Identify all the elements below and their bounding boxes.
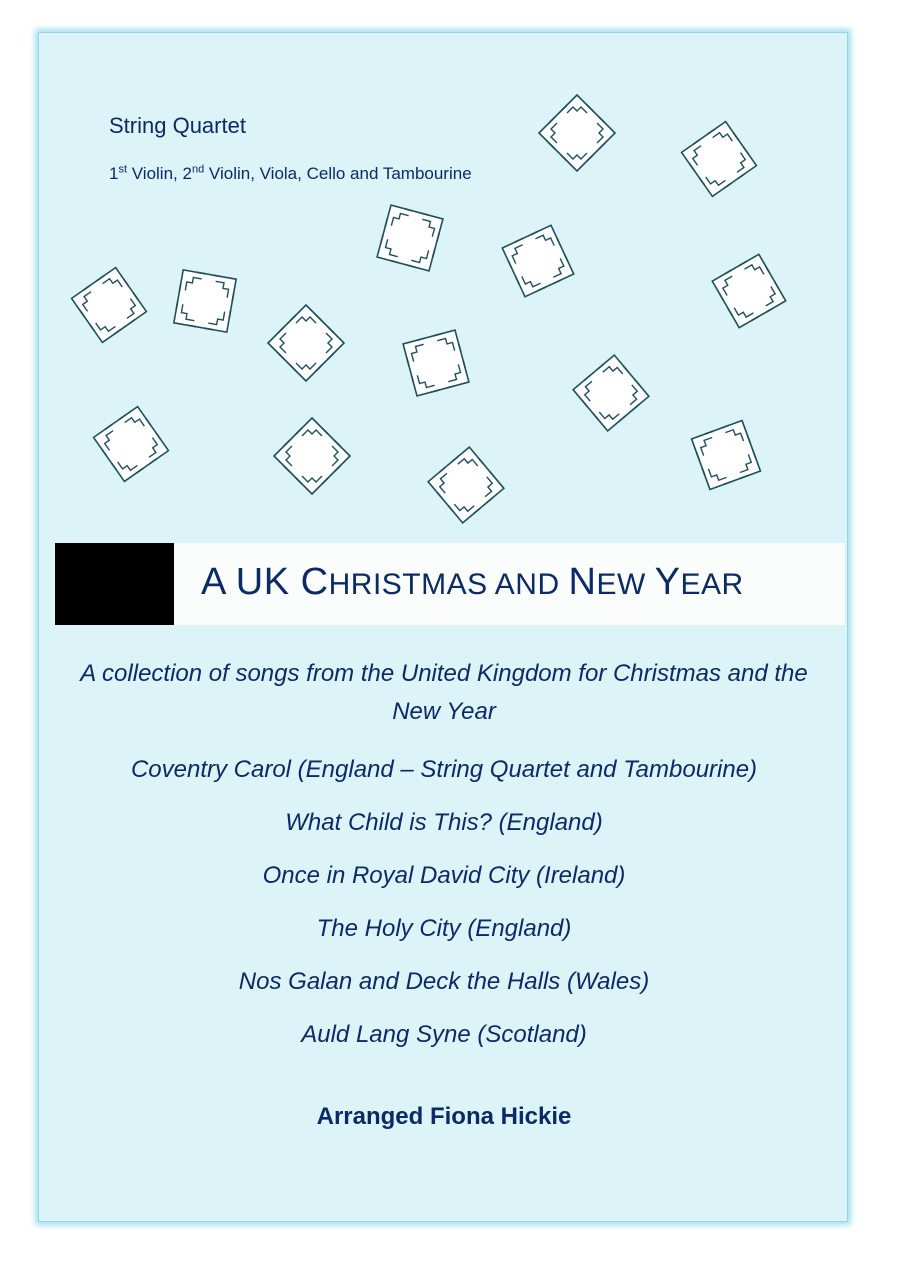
snowflake-icon: [274, 418, 350, 494]
snowflake-icon: [675, 115, 763, 203]
snowflake-icon: [425, 444, 507, 526]
snowflake-icon: [87, 400, 175, 488]
snowflake-icon: [268, 305, 344, 381]
snowflake-icon: [539, 95, 615, 171]
ensemble-subtitle: String Quartet: [109, 113, 246, 138]
snowflake-icon: [676, 405, 777, 506]
title-banner: [55, 543, 845, 625]
song-title: Once in Royal David City (Ireland): [262, 862, 626, 889]
snowflake-icon: [570, 352, 652, 434]
cover-page: [38, 32, 848, 1222]
instrumentation-line: 1st Violin, 2nd Violin, Viola, Cello and Tambourine: [109, 163, 472, 183]
snowflake-icon: [384, 311, 488, 415]
song-title: What Child is This? (England): [285, 809, 603, 836]
collection-title: A UK CHRISTMAS AND NEW YEAR: [201, 561, 744, 603]
snowflake-icon: [489, 212, 586, 309]
contents-list: [39, 655, 849, 1061]
snowflake-icon: [702, 244, 795, 337]
song-title: Auld Lang Syne (Scotland): [301, 1021, 587, 1048]
snowflake-icon: [358, 186, 462, 290]
song-title: Nos Galan and Deck the Halls (Wales): [238, 968, 650, 995]
arranger-credit: Arranged Fiona Hickie: [316, 1103, 572, 1130]
song-title: Coventry Carol (England – String Quartet and Tambourine): [130, 756, 758, 783]
snowflake-decoration: [39, 33, 849, 553]
banner-black-block: [55, 543, 174, 625]
snowflake-icon: [65, 261, 153, 349]
collection-description: A collection of songs from the United Kingdom for Christmas and the New Year: [80, 660, 808, 725]
song-title: The Holy City (England): [316, 915, 572, 942]
snowflake-icon: [152, 248, 258, 354]
